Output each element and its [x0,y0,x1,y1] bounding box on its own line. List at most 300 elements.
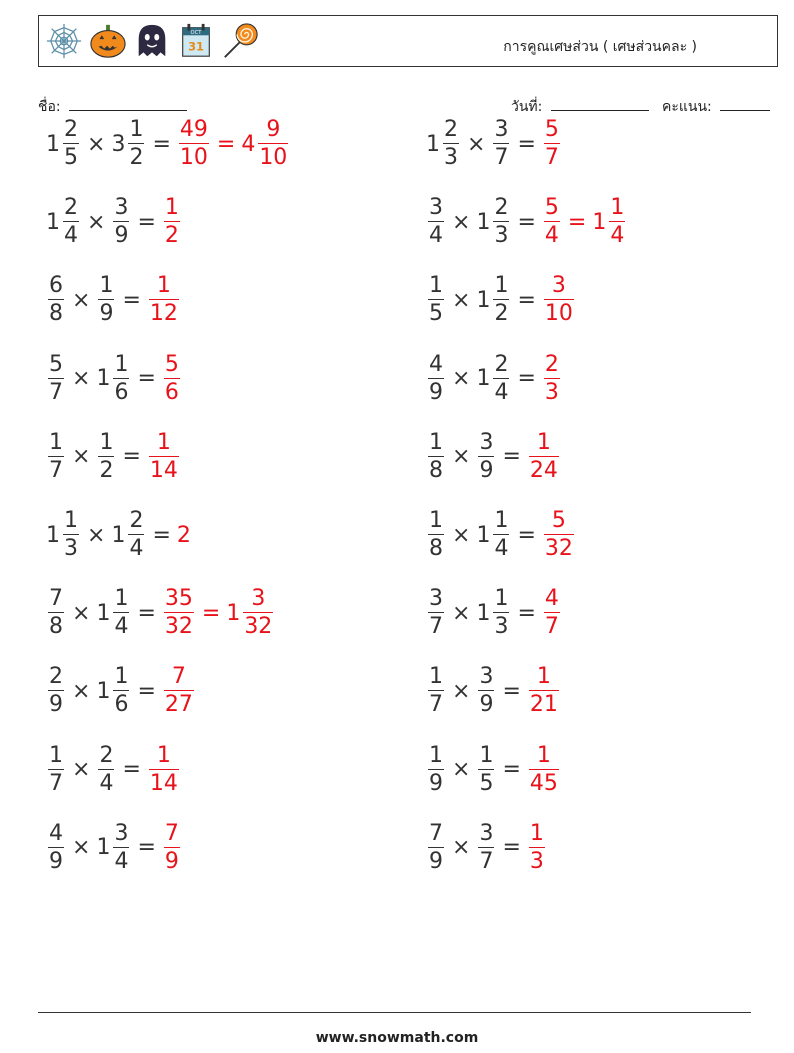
answer-fraction [544,119,560,169]
answer-fraction [164,820,180,874]
factor-a-numerator: 1 [429,429,443,455]
equals-sign: = [137,678,156,704]
equals-sign: = [502,757,521,783]
worksheet-title: การคูณเศษส่วน ( เศษส่วนคละ ) [503,39,697,55]
score-field [662,96,770,118]
equals-sign: = [517,600,536,626]
answer-mixed-numerator: 9 [266,117,281,142]
factor-a-denominator: 7 [429,614,443,640]
factor-b-fraction [493,588,509,638]
answer [527,742,561,796]
times-sign: × [452,209,471,235]
answer [542,119,562,169]
factor-b-whole: 1 [476,287,491,313]
equals-sign: = [137,600,156,626]
answer-fraction [544,275,574,325]
problem-18 [426,738,561,802]
answer [542,275,576,325]
equals-sign: = [122,444,141,470]
calendar-day: 31 [188,39,204,54]
answer-numerator: 1 [536,429,551,455]
factor-b-numerator: 1 [494,586,509,612]
answer [147,275,181,325]
equals-sign: = [122,757,141,783]
factor-b-fraction [113,197,129,247]
answer-numerator: 2 [544,351,559,377]
factor-b-whole: 1 [476,209,491,235]
factor-a-numerator: 2 [444,117,458,142]
calendar-month: OCT [190,29,202,36]
ghost-icon [133,21,171,61]
factor-b-numerator: 3 [494,117,509,142]
factor-b-whole: 1 [476,366,491,392]
factor-a-numerator: 1 [49,742,63,768]
answer-fraction [164,197,180,247]
factor-b-fraction [478,429,494,483]
mixed-equals-sign: = [567,209,587,235]
answer-numerator: 4 [544,586,559,612]
factor-a-fraction [428,588,444,638]
answer [542,351,562,405]
factor-a-numerator: 2 [64,117,78,142]
factor-b-denominator: 4 [114,848,129,874]
factor-b-whole: 1 [476,600,491,626]
times-sign: × [72,757,91,783]
factor-a-fraction [428,510,444,560]
factor-a-fraction [48,275,64,325]
factor-b-denominator: 4 [129,536,144,561]
factor-a-denominator: 9 [49,848,63,874]
factor-a-denominator: 8 [49,301,63,327]
answer-numerator: 7 [164,820,179,846]
factor-a-fraction [48,429,64,483]
factor-b-denominator: 6 [114,692,129,718]
factor-b-numerator: 3 [479,820,494,846]
equals-sign: = [137,366,156,392]
factor-b-numerator: 2 [494,195,509,221]
answer-denominator: 45 [529,770,558,796]
factor-a-denominator: 3 [64,536,78,561]
factor-a-denominator: 3 [444,145,458,170]
answer-denominator: 12 [149,301,178,327]
factor-a-denominator: 8 [429,457,443,483]
factor-a-whole: 1 [426,131,440,157]
answer [162,666,196,716]
answer-fraction [149,742,179,796]
factor-a-fraction [63,119,79,169]
factor-a-whole: 1 [46,522,60,548]
problem-7 [46,347,182,411]
mixed-equals-sign: = [201,600,221,626]
answer-numerator: 5 [164,351,179,377]
factor-a-numerator: 1 [49,429,63,455]
factor-a-whole: 1 [46,131,60,157]
problem-2 [426,112,562,176]
factor-b-denominator: 3 [494,223,509,249]
times-sign: × [87,522,106,548]
answer-mixed-numerator: 3 [251,586,266,612]
answer [147,742,181,796]
problem-8 [426,347,562,411]
factor-a-denominator: 7 [49,457,63,483]
factor-b-numerator: 3 [114,195,129,221]
answer-fraction [544,351,560,405]
times-sign: × [467,131,486,157]
lollipop-icon [221,21,259,61]
answer-denominator: 9 [164,848,179,874]
answer [542,510,576,560]
factor-b-numerator: 1 [114,664,129,690]
factor-a-denominator: 7 [49,379,63,405]
answer-denominator: 7 [544,145,559,170]
factor-b-fraction [478,742,494,796]
times-sign: × [72,366,91,392]
problem-11 [46,503,192,567]
factor-a-numerator: 3 [429,195,443,221]
factor-a-fraction [428,429,444,483]
factor-b-fraction [113,588,129,638]
times-sign: × [72,835,91,861]
problem-17 [46,738,181,802]
factor-b-fraction [493,197,509,247]
answer-mixed-numerator: 1 [610,195,625,221]
factor-a-denominator: 9 [429,770,443,796]
times-sign: × [452,600,471,626]
factor-b-fraction [113,351,129,405]
answer-numerator: 5 [544,195,559,221]
answer-numerator: 1 [156,273,171,299]
factor-a-numerator: 4 [429,351,443,377]
times-sign: × [452,835,471,861]
answer [162,351,182,405]
answer-mixed-denominator: 10 [259,145,288,170]
factor-b-numerator: 2 [99,742,114,768]
worksheet-header [38,15,778,67]
factor-b-numerator: 3 [479,664,494,690]
factor-b-fraction [478,820,494,874]
factor-b-whole: 1 [476,522,491,548]
factor-b-numerator: 1 [99,273,114,299]
factor-a-numerator: 1 [429,273,443,299]
factor-b-numerator: 2 [129,508,144,533]
factor-b-numerator: 3 [479,429,494,455]
factor-a-denominator: 9 [429,848,443,874]
equals-sign: = [517,522,536,548]
answer-fraction [544,197,560,247]
times-sign: × [452,444,471,470]
factor-a-numerator: 1 [429,664,443,690]
factor-a-denominator: 9 [429,379,443,405]
times-sign: × [452,287,471,313]
answer-denominator: 14 [149,457,178,483]
factor-b-denominator: 9 [479,457,494,483]
problem-12 [426,503,576,567]
answer [162,820,182,874]
answer-mixed-fraction [243,588,273,638]
answer-fraction [179,119,209,169]
factor-a-fraction [63,197,79,247]
factor-b-denominator: 9 [99,301,114,327]
date-label: วันที่: [511,99,543,115]
equals-sign: = [502,678,521,704]
factor-a-numerator: 2 [49,664,63,690]
factor-b-fraction [113,820,129,874]
times-sign: × [72,444,91,470]
factor-b-fraction [493,275,509,325]
answer-numerator: 49 [179,117,208,142]
factor-a-denominator: 9 [49,692,63,718]
answer-fraction [164,351,180,405]
times-sign: × [452,366,471,392]
equals-sign: = [502,835,521,861]
factor-a-fraction [428,820,444,874]
answer-mixed-fraction [609,197,625,247]
times-sign: × [452,757,471,783]
equals-sign: = [152,131,171,157]
factor-a-numerator: 4 [49,820,63,846]
factor-b-denominator: 4 [114,614,129,640]
answer-numerator: 1 [156,429,171,455]
factor-b-numerator: 1 [494,508,509,533]
pumpkin-icon [89,21,127,61]
times-sign: × [87,131,106,157]
name-blank[interactable] [69,97,187,111]
answer-denominator: 21 [529,692,558,718]
factor-b-denominator: 3 [494,614,509,640]
factor-a-denominator: 7 [49,770,63,796]
answer-denominator: 32 [164,614,193,640]
times-sign: × [72,600,91,626]
factor-a-numerator: 1 [429,742,443,768]
name-label: ชื่อ: [38,99,61,115]
factor-a-fraction [63,510,79,560]
answer-denominator: 3 [529,848,544,874]
factor-b-numerator: 1 [494,273,509,299]
answer-numerator: 1 [156,742,171,768]
answer-denominator: 3 [544,379,559,405]
answer-denominator: 32 [544,536,573,561]
answer-numerator: 3 [551,273,566,299]
factor-a-denominator: 5 [64,145,78,170]
answer-numerator: 1 [536,664,551,690]
answer [527,666,561,716]
factor-a-denominator: 8 [429,536,443,561]
problem-20 [426,816,547,880]
answer-fraction [164,666,194,716]
equals-sign: = [502,444,521,470]
factor-a-fraction [428,197,444,247]
factor-a-fraction [48,820,64,874]
answer-fraction [529,820,545,874]
problem-5 [46,268,181,332]
times-sign: × [72,287,91,313]
factor-a-denominator: 5 [429,301,443,327]
answer-fraction [529,742,559,796]
factor-b-fraction [128,510,144,560]
factor-b-fraction [98,275,114,325]
equals-sign: = [137,835,156,861]
factor-b-whole: 1 [96,366,111,392]
factor-b-denominator: 6 [114,379,129,405]
equals-sign: = [152,522,171,548]
problem-10 [426,425,561,489]
factor-a-denominator: 4 [64,223,78,249]
factor-a-fraction [48,742,64,796]
times-sign: × [452,522,471,548]
footer-divider [38,1012,751,1013]
problem-15 [46,659,196,723]
factor-b-fraction [493,510,509,560]
answer-numerator: 5 [551,508,566,533]
answer-fraction [149,429,179,483]
answer-mixed-fraction [258,119,288,169]
equals-sign: = [137,209,156,235]
answer-numerator: 5 [544,117,559,142]
answer [542,197,627,247]
score-blank[interactable] [720,97,770,111]
factor-b-numerator: 1 [114,586,129,612]
answer [162,588,275,638]
factor-a-numerator: 1 [429,508,443,533]
factor-b-numerator: 1 [129,117,144,142]
factor-b-denominator: 7 [494,145,509,170]
answer-denominator: 27 [164,692,193,718]
factor-b-whole: 1 [96,678,111,704]
factor-a-fraction [48,666,64,716]
factor-b-denominator: 9 [479,692,494,718]
answer-numerator: 1 [164,195,179,221]
factor-a-fraction [428,351,444,405]
answer-fraction [529,666,559,716]
factor-b-whole: 3 [111,131,126,157]
answer-numerator: 7 [171,664,186,690]
problem-14 [426,581,562,645]
equals-sign: = [122,287,141,313]
problem-9 [46,425,181,489]
times-sign: × [72,678,91,704]
factor-a-numerator: 1 [64,508,78,533]
answer [177,119,290,169]
answer-denominator: 14 [149,770,178,796]
answer-fraction [529,429,559,483]
factor-b-whole: 1 [111,522,126,548]
answer-fraction [544,510,574,560]
answer [527,820,547,874]
answer-denominator: 7 [544,614,559,640]
answer-denominator: 24 [529,457,558,483]
equals-sign: = [517,366,536,392]
factor-b-whole: 1 [96,835,111,861]
answer-denominator: 10 [544,301,573,327]
answer-fraction [149,275,179,325]
answer [177,523,192,548]
problem-19 [46,816,182,880]
factor-a-numerator: 7 [49,586,63,612]
equals-sign: = [517,287,536,313]
factor-b-fraction [493,119,509,169]
factor-b-denominator: 4 [99,770,114,796]
factor-b-fraction [98,429,114,483]
factor-b-numerator: 1 [114,351,129,377]
answer-mixed-whole: 4 [241,131,256,157]
answer-fraction [164,588,194,638]
factor-b-fraction [478,666,494,716]
factor-b-denominator: 2 [494,301,509,327]
mixed-equals-sign: = [216,131,236,157]
problem-4 [426,190,627,254]
answer [147,429,181,483]
answer-mixed-denominator: 4 [610,223,625,249]
problem-6 [426,268,576,332]
factor-b-denominator: 9 [114,223,129,249]
footer-site: www.snowmath.com [315,1030,479,1046]
problem-16 [426,659,561,723]
date-blank[interactable] [551,97,649,111]
factor-b-numerator: 2 [494,351,509,377]
answer-mixed-denominator: 32 [244,614,273,640]
factor-a-fraction [428,275,444,325]
factor-b-fraction [113,666,129,716]
factor-a-fraction [428,742,444,796]
factor-b-whole: 1 [96,600,111,626]
factor-a-denominator: 7 [429,692,443,718]
answer-mixed-whole: 1 [592,209,607,235]
answer-whole: 2 [176,522,191,548]
factor-a-numerator: 2 [64,195,78,221]
answer-numerator: 1 [536,742,551,768]
factor-b-fraction [493,351,509,405]
answer-mixed-whole: 1 [226,600,241,626]
calendar-icon [177,21,215,61]
factor-b-numerator: 1 [479,742,494,768]
factor-a-fraction [443,119,459,169]
answer [542,588,562,638]
factor-b-fraction [98,742,114,796]
factor-a-numerator: 6 [49,273,63,299]
answer-denominator: 6 [164,379,179,405]
answer-numerator: 35 [164,586,193,612]
factor-b-denominator: 4 [494,379,509,405]
answer [162,197,182,247]
factor-a-numerator: 3 [429,586,443,612]
factor-b-denominator: 7 [479,848,494,874]
problem-3 [46,190,182,254]
answer-numerator: 1 [529,820,544,846]
factor-a-numerator: 7 [429,820,443,846]
factor-b-denominator: 4 [494,536,509,561]
spiderweb-icon [45,21,83,61]
times-sign: × [87,209,106,235]
answer-denominator: 10 [179,145,208,170]
answer-fraction [544,588,560,638]
factor-b-denominator: 2 [99,457,114,483]
factor-a-numerator: 5 [49,351,63,377]
factor-a-fraction [48,588,64,638]
times-sign: × [452,678,471,704]
score-label: คะแนน: [662,99,712,115]
factor-b-numerator: 1 [99,429,114,455]
answer [527,429,561,483]
factor-a-fraction [428,666,444,716]
factor-a-denominator: 8 [49,614,63,640]
factor-b-denominator: 5 [479,770,494,796]
factor-b-denominator: 2 [129,145,144,170]
icon-strip [45,21,259,61]
problem-1 [46,112,290,176]
factor-a-fraction [48,351,64,405]
answer-denominator: 4 [544,223,559,249]
factor-b-numerator: 3 [114,820,129,846]
